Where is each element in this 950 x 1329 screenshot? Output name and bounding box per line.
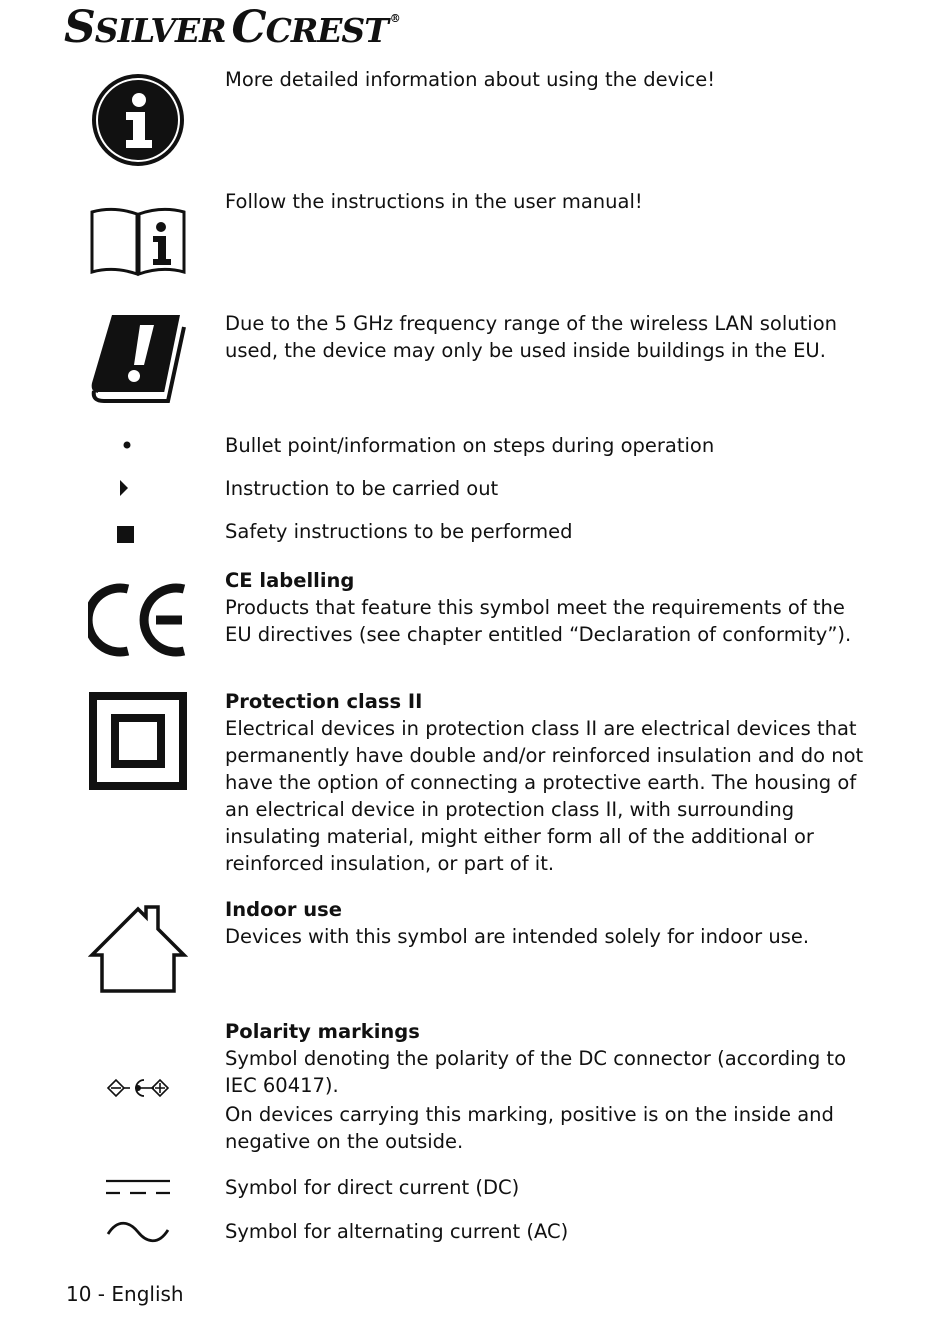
house-icon	[88, 903, 188, 997]
protection-section	[225, 688, 865, 877]
brand-name-part1: SILVER	[94, 11, 226, 50]
polarity-text-2: On devices carrying this marking, positive is on the inside and negative on the outside.	[225, 1103, 834, 1153]
filled-square-icon	[117, 526, 135, 544]
manual-text: Follow the instructions in the user manual!	[225, 190, 643, 213]
instruction-text: Instruction to be carried out	[225, 477, 499, 500]
indoor-text: Devices with this symbol are intended solely for indoor use.	[225, 925, 810, 948]
ce-section	[225, 567, 865, 648]
protection-title: Protection class II	[225, 690, 423, 713]
page-footer: 10 - English	[66, 1282, 184, 1306]
double-square-icon	[89, 692, 187, 790]
brand-logo: SSILVER CCREST ®	[64, 2, 400, 53]
ce-title: CE labelling	[225, 569, 355, 592]
bullet-text: Bullet point/information on steps during operation	[225, 434, 715, 457]
registered-mark: ®	[389, 12, 400, 25]
info-text: More detailed information about using the device!	[225, 68, 716, 91]
dc-symbol-icon	[104, 1178, 172, 1198]
ce-mark-icon	[88, 583, 188, 657]
indoor-title: Indoor use	[225, 898, 343, 921]
brand-name-part2: CREST	[265, 11, 388, 50]
ce-text: Products that feature this symbol meet the requirements of the EU directives (see chapter entitled “Declaration of conformity”).	[225, 596, 852, 646]
polarity-text-1: Symbol denoting the polarity of the DC connector (according to IEC 60417).	[225, 1047, 847, 1097]
triangle-arrow-icon	[118, 479, 130, 497]
ac-symbol-icon	[106, 1220, 170, 1244]
polarity-section	[225, 1018, 865, 1155]
info-circle-icon	[90, 72, 186, 168]
indoor-section	[225, 896, 865, 950]
manual-info-icon	[88, 204, 188, 278]
polarity-title: Polarity markings	[225, 1020, 420, 1043]
dc-text: Symbol for direct current (DC)	[225, 1176, 520, 1199]
ac-text: Symbol for alternating current (AC)	[225, 1220, 569, 1243]
wlan-text: Due to the 5 GHz frequency range of the wireless LAN solution used, the device may only be used inside buildings in the EU.	[225, 312, 837, 362]
warning-book-icon	[88, 313, 188, 405]
polarity-icon	[106, 1076, 170, 1100]
safety-text: Safety instructions to be performed	[225, 520, 573, 543]
protection-text: Electrical devices in protection class II are electrical devices that permanently have double and/or reinforced insulation and do not have the option of connecting a protective earth. The housing of an electrical device in protection class II, with surrounding insulating material, might either form all of the additional or reinforced insulation, or part of it.	[225, 717, 864, 875]
bullet-dot-icon	[122, 440, 132, 450]
